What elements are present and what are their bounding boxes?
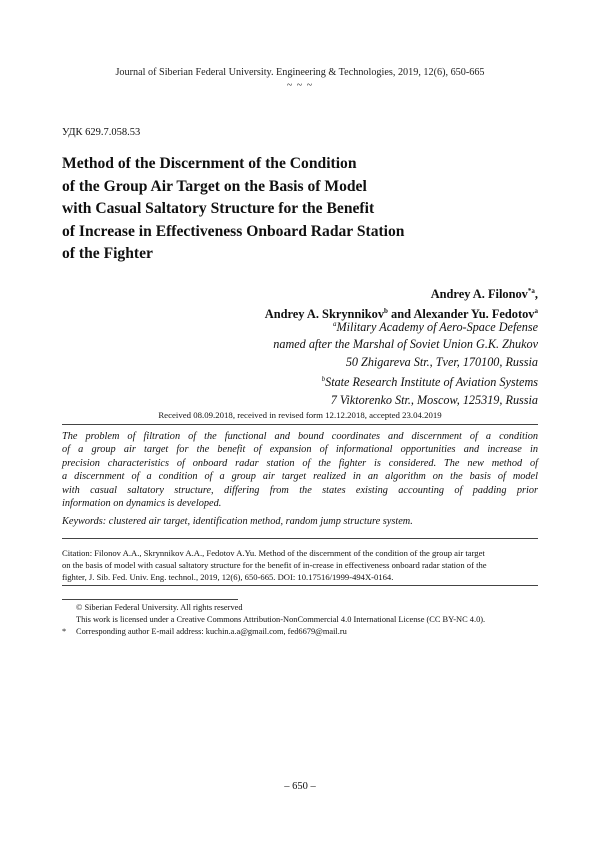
journal-header: Journal of Siberian Federal University. Engineering & Technologies, 2019, 12(6), 650-665 (115, 67, 485, 78)
author-line (265, 283, 538, 303)
received-dates: Received 08.09.2018, received in revised form 12.12.2018, accepted 23.04.2019 (158, 410, 442, 420)
citation-line: on the basis of model with casual saltatory structure for the benefit of in-crease in effectiveness onboard radar station of the (62, 560, 487, 571)
abstract-line: precision characteristics of onboard radar station of the fighter is considered. The new method of (62, 457, 538, 469)
citation-line: Citation: Filonov A.A., Skrynnikov A.A., Fedotov A.Yu. Method of the discernment of the condition of the group air target (62, 548, 485, 558)
citation-line: fighter, J. Sib. Fed. Univ. Eng. technol., 2019, 12(6), 650-665. DOI: 10.17516/1999-494X-0164. (62, 572, 394, 583)
footnotes (62, 602, 538, 639)
abstract (62, 430, 538, 510)
title-line: of the Fighter (62, 245, 153, 262)
footnote-text: This work is licensed under a Creative Commons Attribution-NonCommercial 4.0 International License (CC BY-NC 4.0). (76, 615, 486, 625)
abstract-line: information on dynamics is developed. (62, 498, 222, 510)
affiliation-superscript: b (321, 375, 326, 384)
paper-title (62, 153, 482, 266)
abstract-line: a discernment of a condition of a group air target realized in an algorithm on the basis of model (62, 471, 538, 483)
footnote-rule (62, 599, 238, 600)
affiliation-text: Military Academy of Aero-Space Defense (336, 320, 538, 335)
author-separator: , (534, 287, 538, 302)
abstract-line: of a group air target for the benefit of expansion of informational opportunities and increase in (62, 444, 538, 456)
affiliation-line (273, 371, 538, 391)
divider (62, 585, 538, 586)
abstract-line: with casual saltatory structure, differing from the states existing accounting of padding prior (62, 484, 538, 496)
affiliations (273, 316, 538, 409)
author-superscript: b (384, 307, 388, 316)
affiliation-line: 7 Viktorenko Str., Moscow, 125319, Russia (330, 392, 538, 407)
title-line: of Increase in Effectiveness Onboard Radar Station (62, 222, 405, 240)
udk-code: УДК 629.7.058.53 (62, 127, 141, 138)
affiliation-line: 50 Zhigareva Str., Tver, 170100, Russia (345, 354, 538, 369)
footnote-marker: * (62, 627, 67, 637)
title-line: of the Group Air Target on the Basis of Model (62, 177, 367, 195)
header-ornament: ~ ~ ~ (286, 80, 314, 91)
title-line: Method of the Discernment of the Condition (62, 155, 357, 172)
author-superscript: a (534, 307, 538, 316)
page-number: – 650 – (284, 781, 316, 792)
title-line: with Casual Saltatory Structure for the Benefit (62, 200, 375, 217)
footnote-text: © Siberian Federal University. All rights reserved (76, 603, 243, 612)
footnote-text: Corresponding author E-mail address: kuchin.a.a@gmail.com, fed6679@mail.ru (76, 627, 347, 637)
footnote-license (62, 614, 538, 626)
author-superscript: *a (527, 287, 535, 295)
affiliation-line: named after the Marshal of Soviet Union G.K. Zhukov (273, 337, 538, 352)
affiliation-superscript: a (333, 320, 337, 328)
author-name: and Alexander Yu. Fedotov (387, 307, 535, 322)
footnote-copyright (62, 602, 538, 614)
author-name: Andrey A. Filonov (430, 287, 528, 302)
abstract-line: The problem of filtration of the functional and bound coordinates and discernment of a condition (62, 431, 538, 442)
author-name: Andrey A. Skrynnikov (264, 307, 385, 322)
divider (62, 538, 538, 539)
divider (62, 424, 538, 425)
affiliation-text: State Research Institute of Aviation Systems (325, 375, 538, 390)
affiliation-line (273, 316, 538, 336)
keywords: Keywords: clustered air target, identification method, random jump structure system. (62, 516, 413, 527)
citation (62, 547, 538, 584)
footnote-corresponding (62, 626, 538, 638)
